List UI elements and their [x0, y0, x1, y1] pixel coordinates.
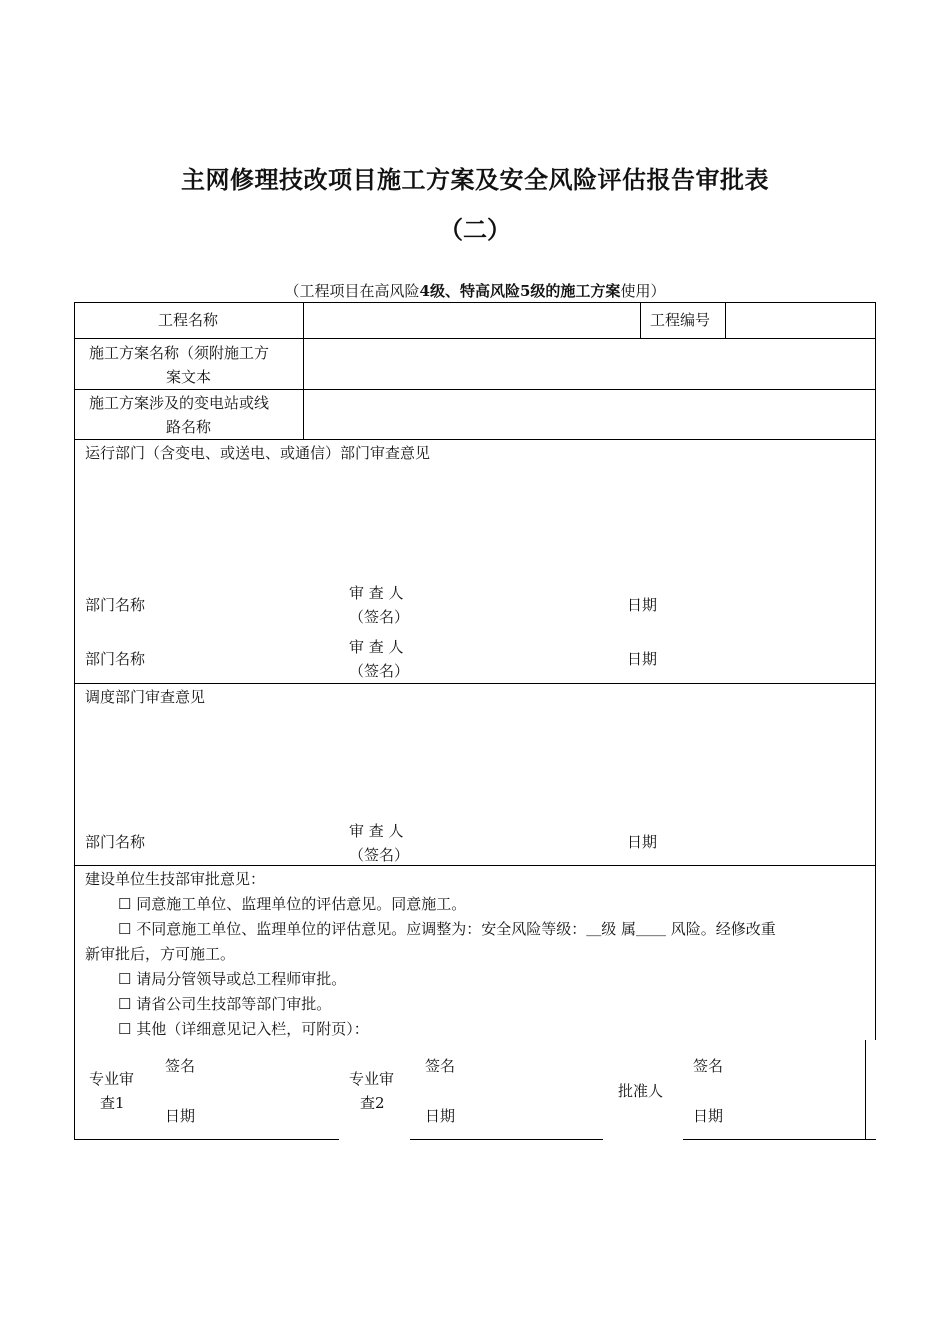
row2-bottom-border	[74, 389, 876, 390]
dispatch-date-label: 日期	[627, 833, 658, 851]
ops-bottom-border	[74, 683, 876, 684]
table-top-border	[74, 302, 876, 303]
row1-bottom-border	[74, 338, 876, 339]
ops-dept-label-2: 部门名称	[85, 650, 146, 668]
project-no-label: 工程编号	[650, 311, 711, 329]
page-title: 主网修理技改项目施工方案及安全风险评估报告审批表	[181, 165, 769, 194]
ops-dept-label-1: 部门名称	[85, 596, 146, 614]
station-label-line2: 路名称	[166, 418, 212, 436]
signoff-underline-2	[410, 1139, 603, 1140]
signoff-underline-1	[74, 1139, 339, 1140]
review1-sign-label: 签名	[165, 1057, 196, 1075]
approver-sign-label: 签名	[693, 1057, 724, 1075]
approval-option-disagree-cont: 新审批后，方可施工。	[85, 945, 236, 963]
ops-reviewer-sign-1: （签名）	[349, 608, 410, 626]
dispatch-reviewer-label: 审 查 人	[349, 822, 404, 840]
review2-label-line1: 专业审	[349, 1070, 395, 1088]
review1-date-label: 日期	[165, 1107, 196, 1125]
ops-heading: 运行部门（含变电、或送电、或通信）部门审查意见	[85, 444, 431, 462]
usage-note-suffix: 使用）	[620, 282, 666, 300]
approval-heading: 建设单位生技部审批意见：	[85, 870, 266, 888]
project-no-label-left	[640, 302, 641, 338]
approval-option-bureau[interactable]: ☐ 请局分管领导或总工程师审批。	[118, 970, 347, 988]
ops-reviewer-sign-2: （签名）	[349, 662, 410, 680]
dispatch-dept-label: 部门名称	[85, 833, 146, 851]
signoff-underline-3	[683, 1139, 876, 1140]
review1-label-line2: 查1	[100, 1094, 125, 1112]
label-column-divider	[303, 302, 304, 439]
ops-reviewer-label-2: 审 查 人	[349, 638, 404, 656]
page-subtitle: （二）	[439, 215, 511, 244]
table-right-border	[875, 302, 876, 1040]
row3-bottom-border	[74, 439, 876, 440]
review1-label-line1: 专业审	[89, 1070, 135, 1088]
project-name-label: 工程名称	[158, 311, 219, 329]
approval-option-disagree[interactable]: ☐ 不同意施工单位、监理单位的评估意见。应调整为：安全风险等级：＿级 属＿＿ 风险。经修改重	[118, 920, 776, 938]
station-label-line1: 施工方案涉及的变电站或线	[89, 394, 270, 412]
signoff-right-border	[865, 1040, 866, 1140]
approval-option-agree[interactable]: ☐ 同意施工单位、监理单位的评估意见。同意施工。	[118, 895, 467, 913]
table-left-border	[74, 302, 75, 1140]
approval-option-province[interactable]: ☐ 请省公司生技部等部门审批。	[118, 995, 332, 1013]
usage-note-prefix: （工程项目在高风险	[284, 282, 420, 300]
review2-sign-label: 签名	[425, 1057, 456, 1075]
approval-option-other[interactable]: ☐ 其他（详细意见记入栏，可附页）：	[118, 1020, 369, 1038]
review2-label-line2: 查2	[360, 1094, 385, 1112]
project-no-label-right	[725, 302, 726, 338]
dispatch-heading: 调度部门审查意见	[85, 688, 206, 706]
plan-name-label-line2: 案文本	[166, 368, 212, 386]
dispatch-bottom-border	[74, 865, 876, 866]
dispatch-reviewer-sign: （签名）	[349, 846, 410, 864]
ops-date-label-2: 日期	[627, 650, 658, 668]
ops-date-label-1: 日期	[627, 596, 658, 614]
plan-name-label-line1: 施工方案名称（须附施工方	[89, 344, 270, 362]
approver-label: 批准人	[618, 1082, 664, 1100]
approver-date-label: 日期	[693, 1107, 724, 1125]
review2-date-label: 日期	[425, 1107, 456, 1125]
usage-note	[0, 280, 950, 301]
ops-reviewer-label-1: 审 查 人	[349, 584, 404, 602]
usage-note-bold: 4级、特高风险5级的施工方案	[419, 282, 621, 300]
